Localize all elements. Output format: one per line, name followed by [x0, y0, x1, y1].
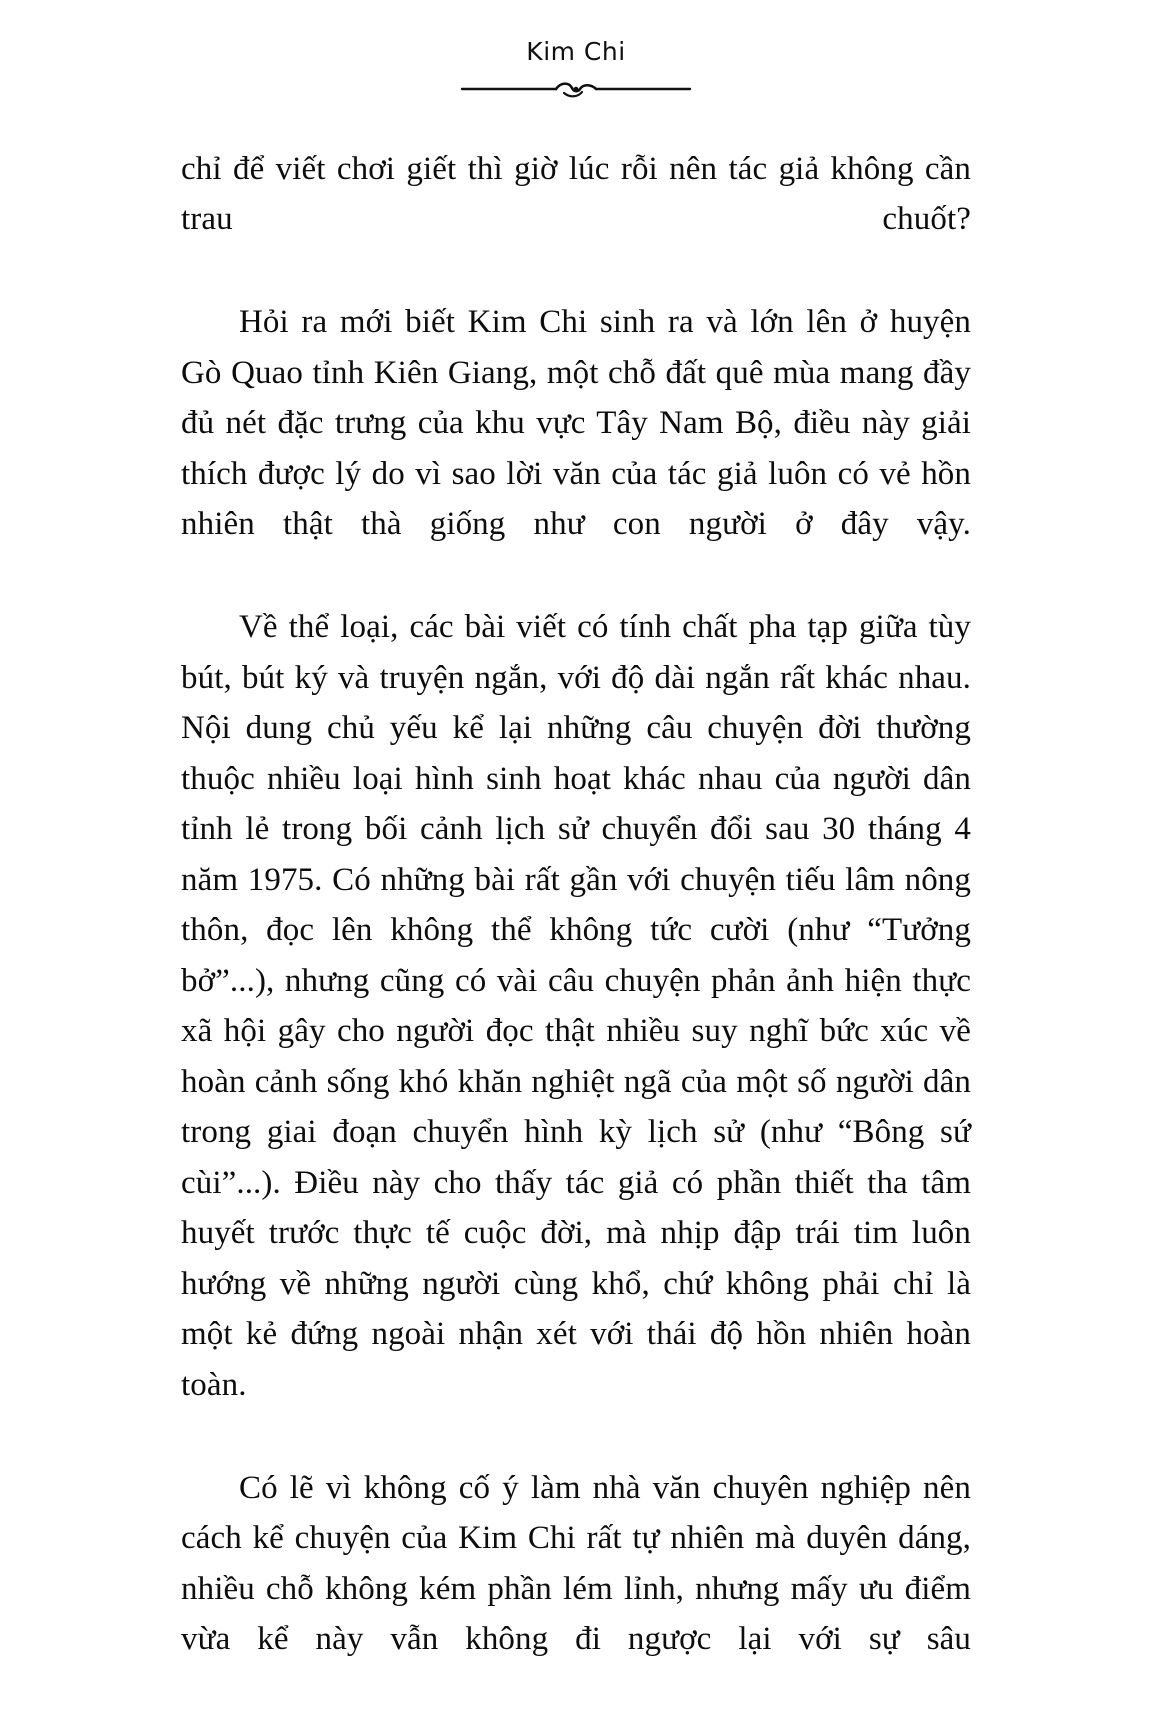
paragraph: Có lẽ vì không cố ý làm nhà văn chuyên nghiệp nên cách kể chuyện của Kim Chi rất tự nhiên mà duyên dáng, nhiều chỗ không kém phần lém lỉnh, nhưng mấy ưu điểm vừa kể này vẫn không đi ngược lại với sự sâu	[181, 1463, 971, 1715]
swash-divider-icon	[460, 76, 692, 102]
running-head: Kim Chi	[0, 38, 1152, 66]
paragraph: Hỏi ra mới biết Kim Chi sinh ra và lớn lên ở huyện Gò Quao tỉnh Kiên Giang, một chỗ đất quê mùa mang đầy đủ nét đặc trưng của khu vực Tây Nam Bộ, điều này giải thích được lý do vì sao lời văn của tác giả luôn có vẻ hồn nhiên thật thà giống như con người ở đây vậy.	[181, 297, 971, 600]
page-body	[181, 144, 971, 1715]
paragraph: Về thể loại, các bài viết có tính chất pha tạp giữa tùy bút, bút ký và truyện ngắn, với độ dài ngắn rất khác nhau. Nội dung chủ yếu kể lại những câu chuyện đời thường thuộc nhiều loại hình sinh hoạt khác nhau của người dân tỉnh lẻ trong bối cảnh lịch sử chuyển đổi sau 30 tháng 4 năm 1975. Có những bài rất gần với chuyện tiếu lâm nông thôn, đọc lên không thể không tức cười (như “Tưởng bở”...), nhưng cũng có vài câu chuyện phản ảnh hiện thực xã hội gây cho người đọc thật nhiều suy nghĩ bức xúc về hoàn cảnh sống khó khăn nghiệt ngã của một số người dân trong giai đoạn chuyển hình kỳ lịch sử (như “Bông sứ cùi”...). Điều này cho thấy tác giả có phần thiết tha tâm huyết trước thực tế cuộc đời, mà nhịp đập trái tim luôn hướng về những người cùng khổ, chứ không phải chỉ là một kẻ đứng ngoài nhận xét với thái độ hồn nhiên hoàn toàn.	[181, 602, 971, 1461]
paragraph: chỉ để viết chơi giết thì giờ lúc rỗi nên tác giả không cần trau chuốt?	[181, 144, 971, 296]
page-header	[0, 0, 1152, 102]
